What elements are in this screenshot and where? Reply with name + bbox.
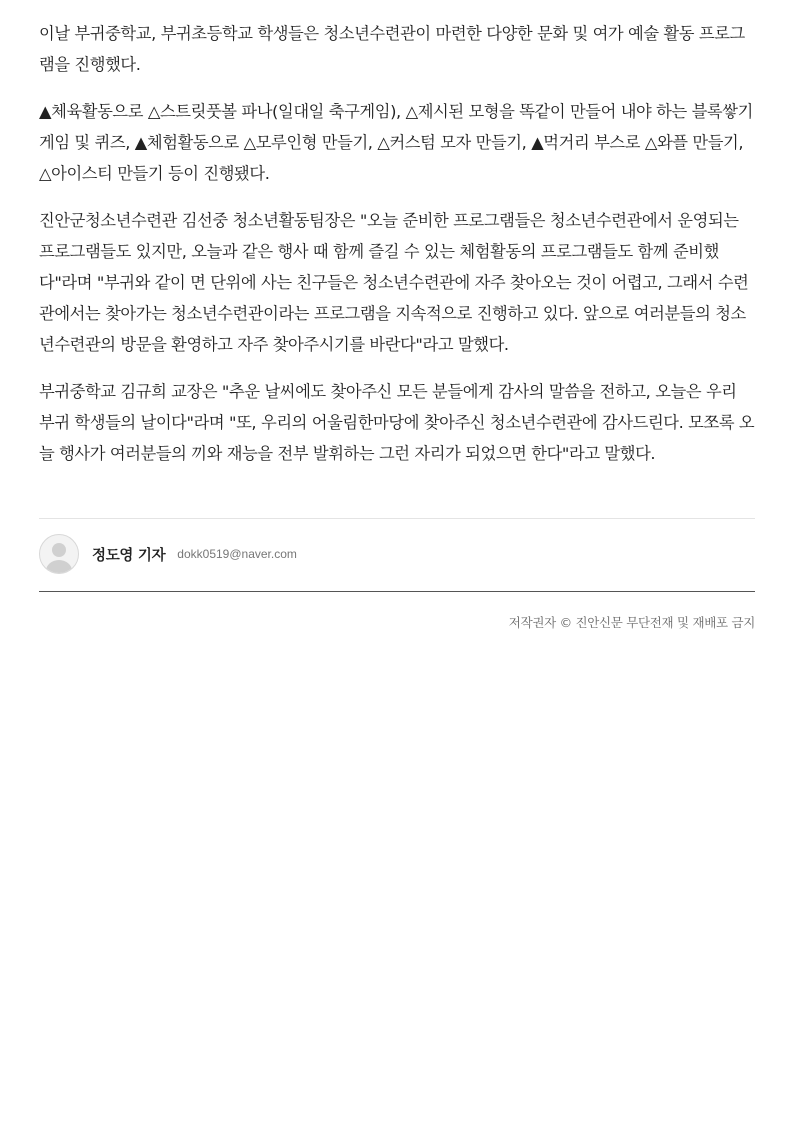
article-footer-divider <box>39 591 755 592</box>
user-avatar-icon[interactable] <box>39 534 79 574</box>
copyright-notice: 저작권자 © 진안신문 무단전재 및 재배포 금지 <box>508 615 755 630</box>
author-name[interactable]: 정도영 기자 <box>92 547 166 564</box>
byline <box>39 534 297 574</box>
article-paragraph: ▲체육활동으로 △스트릿풋볼 파나(일대일 축구게임), △제시된 모형을 똑같이 만들어 내야 하는 블록쌓기 게임 및 퀴즈, ▲체험활동으로 △모루인형 만들기, △커스텀 모자 만들기, ▲먹거리 부스로 △와플 만들기, △아이스티 만들기 등이 진행됐다. <box>39 102 753 183</box>
byline-divider <box>39 518 755 519</box>
article-paragraph: 부귀중학교 김규희 교장은 "추운 날씨에도 찾아주신 모든 분들에게 감사의 말씀을 전하고, 오늘은 우리 부귀 학생들의 날이다"라며 "또, 우리의 어울림한마당에 찾아주신 청소년수련관에 감사드린다. 모쪼록 오늘 행사가 여러분들의 끼와 재능을 전부 발휘하는 그런 자리가 되었으면 한다"라고 말했다. <box>39 382 755 463</box>
article-paragraph: 이날 부귀중학교, 부귀초등학교 학생들은 청소년수련관이 마련한 다양한 문화 및 여가 예술 활동 프로그램을 진행했다. <box>39 24 745 74</box>
article-paragraph: 진안군청소년수련관 김선중 청소년활동팀장은 "오늘 준비한 프로그램들은 청소년수련관에서 운영되는 프로그램들도 있지만, 오늘과 같은 행사 때 함께 즐길 수 있는 체험활동의 프로그램들도 함께 준비했다"라며 "부귀와 같이 면 단위에 사는 친구들은 청소년수련관에 자주 찾아오는 것이 어렵고, 그래서 수련관에서는 찾아가는 청소년수련관이라는 프로그램을 지속적으로 진행하고 있다. 앞으로 여러분들의 청소년수련관의 방문을 환영하고 자주 찾아주시기를 바란다"라고 말했다. <box>39 211 749 354</box>
article-body <box>39 18 755 485</box>
author-email[interactable]: dokk0519@naver.com <box>177 547 297 561</box>
